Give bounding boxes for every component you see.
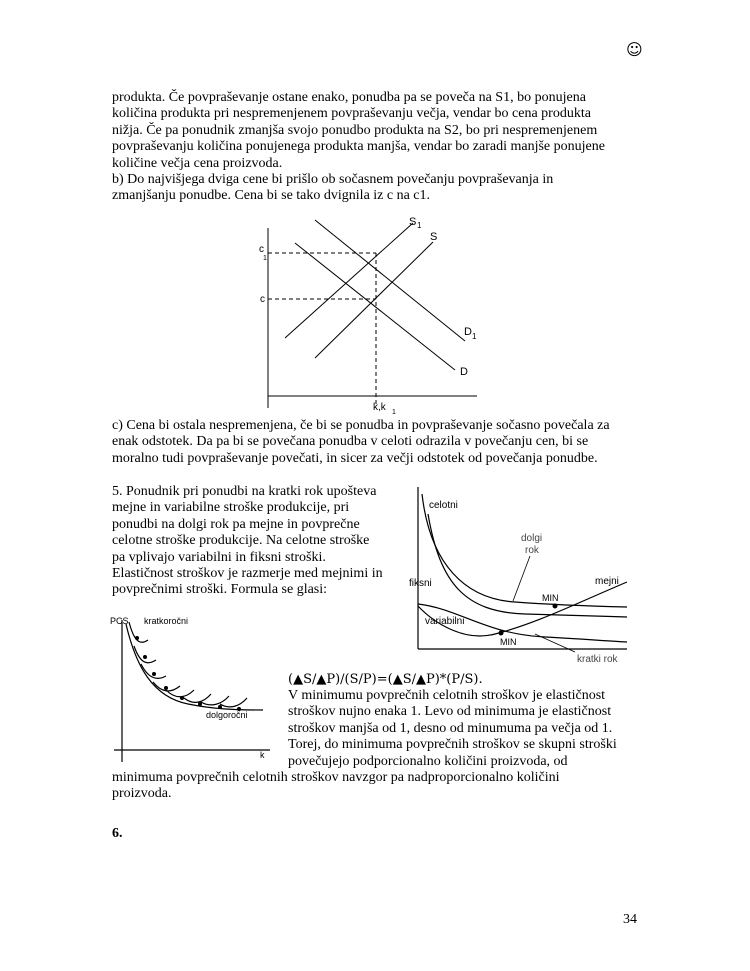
label-s1: S bbox=[409, 216, 417, 228]
label-variabilni: variabilni bbox=[425, 616, 465, 627]
label-dolgi: dolgi bbox=[521, 533, 543, 544]
cost-curves-diagram bbox=[405, 484, 640, 664]
text-line: moralno tudi povpraševanje povečati, in sicer za večji odstotek od povečanja ponudbe. bbox=[112, 450, 598, 466]
tangent-point bbox=[180, 696, 184, 700]
text-line: celotne stroške produkcije. Na celotne stroške bbox=[112, 533, 370, 549]
paragraph-equal-shift bbox=[112, 418, 642, 467]
text-line: nižja. Če pa ponudnik zmanjša svojo ponudbo produkta na S2, bo pri nespremenjenem bbox=[112, 122, 598, 138]
text-line: Torej, do minimuma povprečnih stroškov se skupni stroški bbox=[288, 737, 617, 753]
label-c1: c bbox=[259, 244, 264, 255]
text-line: mejne in variabilne stroške produkcije, pri bbox=[112, 500, 350, 516]
label-kratkorocni: kratkoročni bbox=[144, 616, 189, 626]
tangent-point bbox=[164, 686, 168, 690]
text-line: povečujejo podporcionalno količini proizvoda, od bbox=[288, 753, 568, 769]
label-c: c bbox=[260, 294, 265, 305]
text-line: 5. Ponudnik pri ponudbi na kratki rok upošteva bbox=[112, 484, 377, 499]
paragraph-supply-demand bbox=[112, 90, 642, 205]
short-run-curve bbox=[201, 696, 229, 705]
label-k-axis: k bbox=[260, 750, 265, 760]
tangent-point bbox=[143, 655, 147, 659]
demand-d-line bbox=[295, 243, 455, 370]
text-line: zmanjšanju ponudbe. Cena bi se tako dvignila iz c na c1. bbox=[112, 188, 431, 204]
text-line: količine večja cena proizvoda. bbox=[112, 155, 283, 171]
label-dolgorocni: dolgoročni bbox=[206, 710, 248, 720]
text-line: povprečnimi stroški. Formula se glasi: bbox=[112, 582, 328, 598]
label-min-2: MIN bbox=[500, 637, 517, 647]
text-line: količina produkta pri nespremenjenem povpraševanju večja, vendar bo cena produkta bbox=[112, 106, 591, 122]
tangent-point bbox=[152, 672, 156, 676]
label-k: k,k bbox=[373, 402, 386, 413]
min-point-short bbox=[499, 631, 504, 636]
demand-d1-line bbox=[315, 220, 465, 341]
label-rok: rok bbox=[525, 545, 539, 556]
label-d1-sub: 1 bbox=[472, 332, 477, 341]
tangent-point bbox=[218, 705, 222, 709]
curve-upper bbox=[428, 514, 627, 617]
paragraph-section-5 bbox=[112, 484, 402, 599]
text-line: stroškov nujno enaka 1. Levo od minimuma je elastičnost bbox=[288, 704, 612, 720]
paragraph-elasticity-end bbox=[112, 770, 642, 803]
paragraph-elasticity bbox=[288, 688, 648, 770]
page-number: 34 bbox=[623, 912, 637, 927]
text-line: b) Do najvišjega dviga cene bi prišlo ob sočasnem povečanju povpraševanja in bbox=[112, 172, 554, 188]
envelope-curve bbox=[126, 624, 263, 710]
label-k-sub: 1 bbox=[392, 409, 396, 416]
pointer-dolgi-rok bbox=[513, 556, 530, 601]
short-run-curve bbox=[141, 664, 166, 678]
label-min-1: MIN bbox=[542, 593, 559, 603]
text-line: c) Cena bi ostala nespremenjena, če bi se ponudba in povpraševanje sočasno povečala za bbox=[112, 418, 610, 433]
label-kratki-rok: kratki rok bbox=[577, 654, 618, 664]
long-run-cost-diagram bbox=[108, 612, 273, 764]
min-point-long bbox=[553, 604, 558, 609]
label-celotni: celotni bbox=[429, 500, 458, 511]
text-line: enak odstotek. Da pa bi se povečana ponudba v celoti odrazila v povečanju cen, bi se bbox=[112, 434, 589, 450]
label-d: D bbox=[460, 366, 468, 378]
elasticity-formula: (▲S/▲P)/(S/P)=(▲S/▲P)*(P/S). bbox=[288, 672, 483, 687]
label-s: S bbox=[430, 231, 438, 243]
label-c1-sub: 1 bbox=[263, 255, 267, 262]
label-d1: D bbox=[464, 326, 472, 338]
text-line: minimuma povprečnih celotnih stroškov navzgor pa nadproporcionalno količini bbox=[112, 770, 560, 785]
label-pcs: PCS bbox=[110, 616, 129, 626]
text-line: proizvoda. bbox=[112, 786, 172, 802]
tangent-point bbox=[198, 702, 202, 706]
supply-demand-diagram bbox=[255, 208, 485, 418]
smiley-icon: ☺ bbox=[626, 40, 643, 59]
label-s1-sub: 1 bbox=[417, 221, 422, 230]
short-run-curve bbox=[220, 698, 247, 707]
text-line: V minimumu povprečnih celotnih stroškov je elastičnost bbox=[288, 688, 606, 703]
label-mejni: mejni bbox=[595, 576, 619, 587]
section-6-heading: 6. bbox=[112, 826, 123, 841]
text-line: ponudbi na dolgi rok pa mejne in povprečne bbox=[112, 516, 360, 532]
supply-s-line bbox=[315, 242, 433, 358]
text-line: pa vplivajo variabilni in fiksni stroški. bbox=[112, 549, 326, 565]
text-line: Elastičnost stroškov je razmerje med mejnimi in bbox=[112, 566, 383, 582]
text-line: povpraševanju količina ponujenega produkta manjša, vendar bo zaradi manjše ponujene bbox=[112, 139, 605, 155]
tangent-point bbox=[135, 636, 139, 640]
label-fiksni: fiksni bbox=[409, 578, 432, 589]
curve-mejni bbox=[418, 582, 627, 636]
text-line: stroškov manjša od 1, desno od minumuma pa večja od 1. bbox=[288, 720, 613, 736]
text-line: produkta. Če povpraševanje ostane enako, ponudba pa se poveča na S1, bo ponujena bbox=[112, 90, 586, 105]
